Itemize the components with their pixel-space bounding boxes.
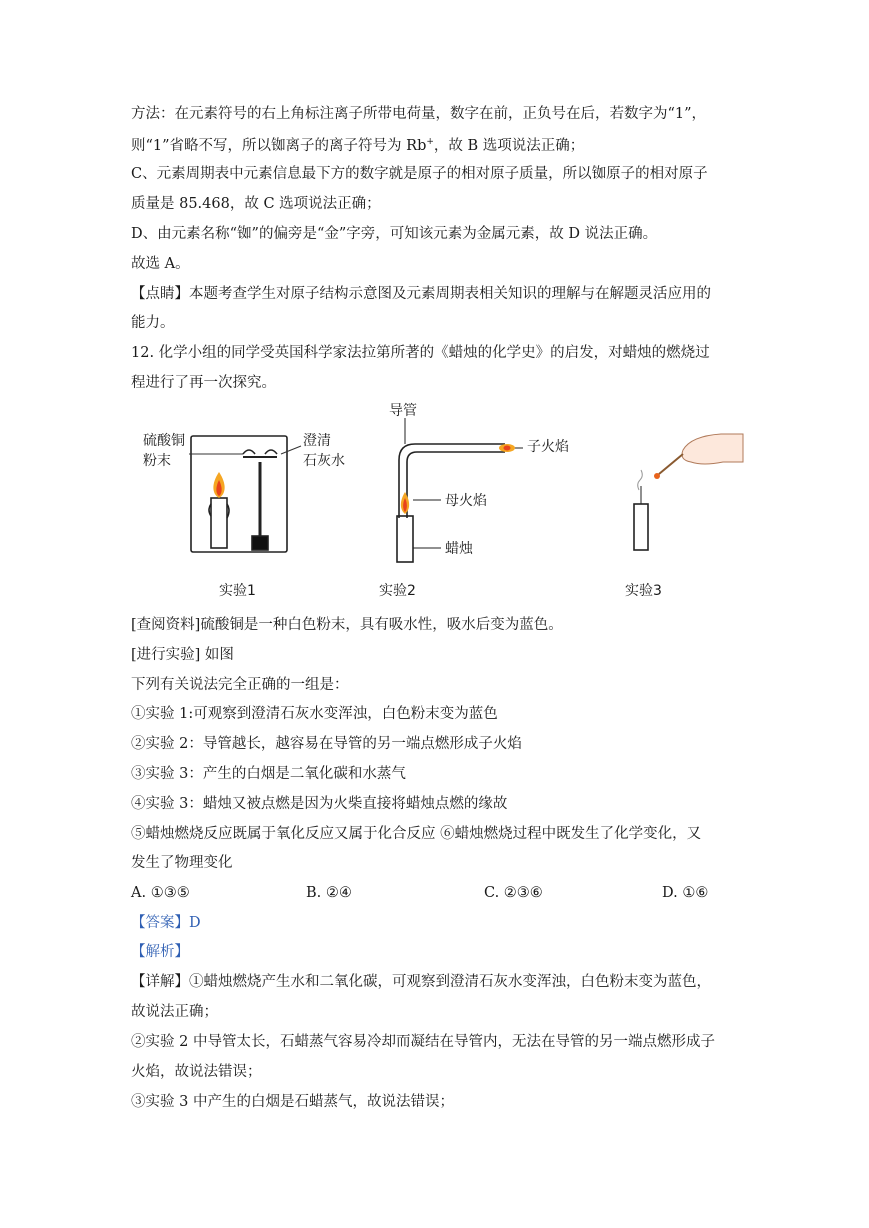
hand-with-match-icon bbox=[654, 434, 743, 479]
detail-line: ②实验 2 中导管太长，石蜡蒸气容易冷却而凝结在导管内，无法在导管的另一端点燃形成子 bbox=[131, 1034, 715, 1050]
label-child-flame: 子火焰 bbox=[527, 439, 569, 455]
label-tube: 导管 bbox=[389, 403, 417, 419]
experiment-drawing bbox=[131, 400, 751, 610]
text-line bbox=[131, 132, 584, 156]
mother-flame-icon bbox=[401, 492, 409, 514]
caption-experiment-1: 实验1 bbox=[219, 583, 256, 599]
statement-5-6: ⑤蜡烛燃烧反应既属于氧化反应又属于化合反应 ⑥蜡烛燃烧过程中既发生了化学变化，又 bbox=[131, 826, 702, 842]
statement-4: ④实验 3：蜡烛又被点燃是因为火柴直接将蜡烛点燃的缘故 bbox=[131, 796, 508, 812]
label-mother-flame: 母火焰 bbox=[445, 493, 487, 509]
label-limewater: 石灰水 bbox=[303, 453, 345, 469]
statement-2: ②实验 2：导管越长，越容易在导管的另一端点燃形成子火焰 bbox=[131, 736, 522, 752]
text-line: 发生了物理变化 bbox=[131, 855, 233, 871]
answer-label: 【答案】D bbox=[131, 915, 201, 931]
question-stem: 12. 化学小组的同学受英国科学家法拉第所著的《蜡烛的化学史》的启发，对蜡烛的燃烧过 bbox=[131, 345, 710, 361]
text-line: [进行实验] 如图 bbox=[131, 647, 234, 663]
caption-experiment-2: 实验2 bbox=[379, 583, 416, 599]
statement-3: ③实验 3：产生的白烟是二氧化碳和水蒸气 bbox=[131, 766, 406, 782]
text-line: 能力。 bbox=[131, 315, 175, 331]
option-c: C. ②③⑥ bbox=[484, 885, 543, 901]
text-line: [查阅资料]硫酸铜是一种白色粉末，具有吸水性，吸水后变为蓝色。 bbox=[131, 617, 563, 633]
label-clear: 澄清 bbox=[303, 433, 331, 449]
question-stem: 程进行了再一次探究。 bbox=[131, 375, 276, 391]
label-powder: 粉末 bbox=[143, 453, 171, 469]
label-copper-sulfate: 硫酸铜 bbox=[143, 433, 185, 449]
detail-line: 故说法正确； bbox=[131, 1004, 218, 1020]
superscript: + bbox=[426, 137, 434, 147]
detail-line: 火焰，故说法错误； bbox=[131, 1064, 262, 1080]
detail-line: ③实验 3 中产生的白烟是石蜡蒸气，故说法错误； bbox=[131, 1094, 454, 1110]
text-line: 故选 A。 bbox=[131, 256, 190, 272]
option-d: D. ①⑥ bbox=[662, 885, 709, 901]
child-flame-icon bbox=[499, 444, 515, 452]
text-line: 质量是 85.468，故 C 选项说法正确； bbox=[131, 196, 381, 212]
analysis-label: 【解析】 bbox=[131, 944, 189, 960]
experiment-figure bbox=[131, 400, 751, 610]
option-b: B. ②④ bbox=[306, 885, 352, 901]
text-line: 下列有关说法完全正确的一组是： bbox=[131, 677, 349, 693]
text-fragment: 则“1”省略不写，所以铷离子的离子符号为 Rb bbox=[131, 137, 427, 154]
text-line: D、由元素名称“铷”的偏旁是“金”字旁，可知该元素为金属元素，故 D 说法正确。 bbox=[131, 226, 658, 242]
leader-line bbox=[281, 446, 301, 454]
detail-line: 【详解】①蜡烛燃烧产生水和二氧化碳，可观察到澄清石灰水变浑浊，白色粉末变为蓝色， bbox=[131, 974, 711, 990]
text-fragment: ，故 B 选项说法正确； bbox=[433, 137, 585, 154]
option-a: A. ①③⑤ bbox=[131, 885, 190, 901]
text-line: 方法：在元素符号的右上角标注离子所带电荷量，数字在前，正负号在后，若数字为“1”， bbox=[131, 106, 707, 122]
caption-experiment-3: 实验3 bbox=[625, 583, 662, 599]
flame-icon bbox=[213, 472, 224, 498]
experiment-3-apparatus bbox=[634, 470, 648, 550]
experiment-1-apparatus bbox=[191, 436, 287, 552]
statement-1: ①实验 1:可观察到澄清石灰水变浑浊，白色粉末变为蓝色 bbox=[131, 706, 498, 722]
text-line: 【点睛】本题考查学生对原子结构示意图及元素周期表相关知识的理解与在解题灵活应用的 bbox=[131, 286, 711, 302]
text-line: C、元素周期表中元素信息最下方的数字就是原子的相对原子质量，所以铷原子的相对原子 bbox=[131, 166, 708, 182]
label-candle: 蜡烛 bbox=[445, 541, 473, 557]
